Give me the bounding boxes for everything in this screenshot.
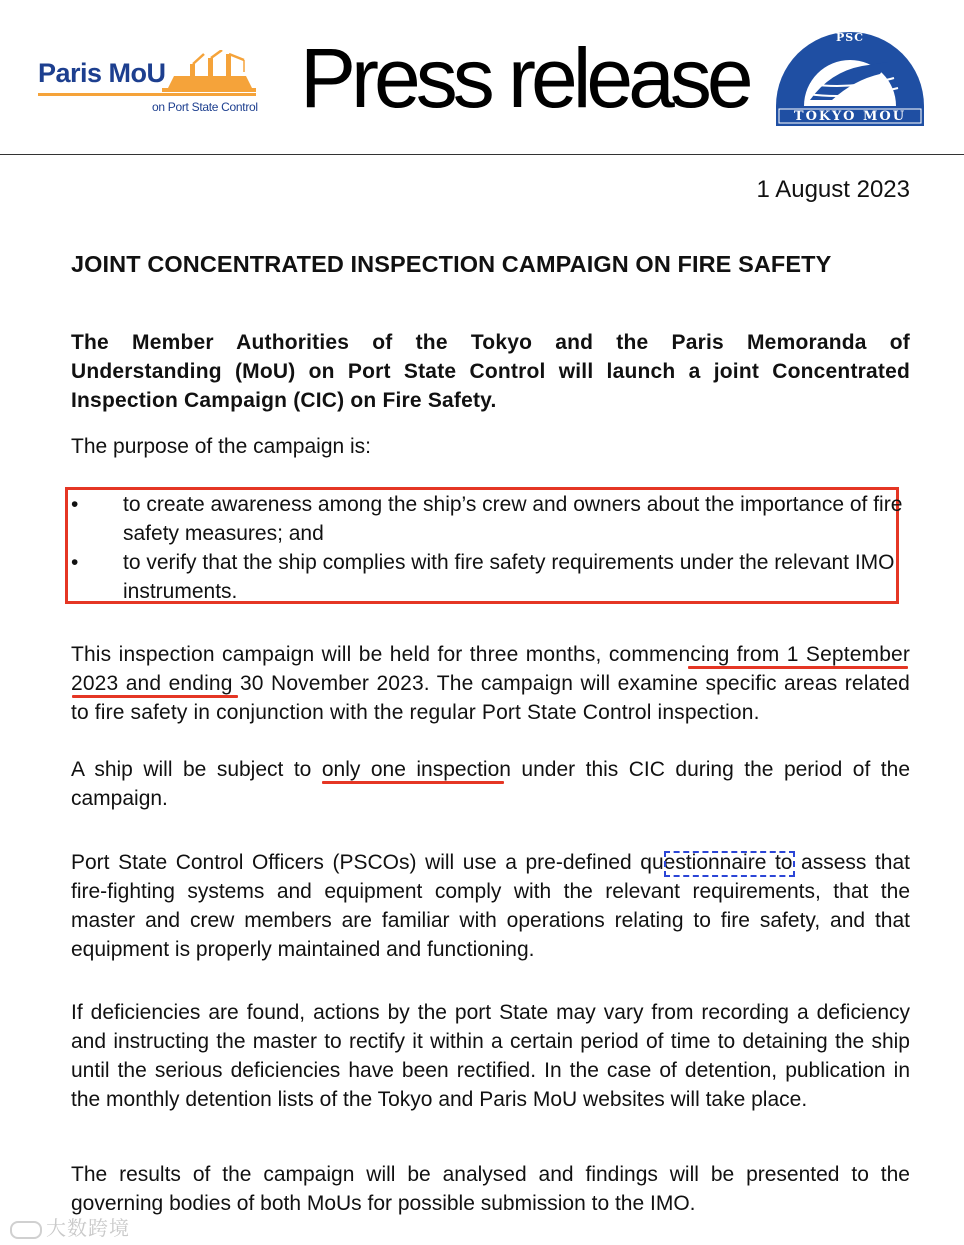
intro-line: Understanding (MoU) on Port State Control will launch a joint Concentrated [71,360,910,383]
single-inspection-paragraph: A ship will be subject to only one inspection under this CIC during the period of the campaign. [71,758,910,810]
bullet-text: to verify that the ship complies with fire safety requirements under the relevant IMO instruments. [123,551,895,603]
bullet-text: to create awareness among the ship’s crew and owners about the importance of fire safety measures; and [123,493,903,545]
intro-line: Inspection Campaign (CIC) on Fire Safety. [71,389,497,412]
watermark [10,1212,130,1241]
questionnaire-paragraph: Port State Control Officers (PSCOs) will use a pre-defined questionnaire to assess that fire-fighting systems and equipment comply with the relevant requirements, that the master and crew members are familiar with operations relating to fire safety, and that equipment is properly maintained and functioning. [71,851,910,961]
intro-paragraph [71,328,910,415]
tokyo-mou-arc-text: ASIA-PACIFIC PSC [800,18,900,44]
paris-mou-logo-subtitle: on Port State Control [152,100,258,114]
press-release-title: Press release [300,31,749,125]
paris-mou-orange-rule [38,93,256,96]
intro-line: The Member Authorities of the Tokyo and the Paris Memoranda of [71,331,910,354]
release-date: 1 August 2023 [756,176,910,203]
tokyo-mou-logo-text: TOKYO MOU [793,109,907,124]
results-paragraph: The results of the campaign will be analysed and findings will be presented to the governing bodies of both MoUs for possible submission to the IMO. [71,1163,910,1215]
dashed-highlight-box [664,851,795,877]
paris-mou-logo-text: Paris MoU [38,58,166,88]
bullet-icon: • [71,493,79,516]
tokyo-mou-logo [770,14,930,130]
purpose-label: The purpose of the campaign is: [71,435,372,458]
campaign-period-paragraph: This inspection campaign will be held for three months, commencing from 1 September 2023 and ending 30 November 2023. The campaign will examine specific areas related to fire safety in conjunction with the regular Port State Control inspection. [71,643,910,724]
paris-mou-logo [38,50,263,120]
deficiencies-paragraph: If deficiencies are found, actions by the port State may vary from recording a deficiency and instructing the master to rectify it within a certain period of time to detaining the ship until the serious deficiencies have been rectified. In the case of detention, publication in the monthly detention lists of the Tokyo and Paris MoU websites will take place. [71,1001,910,1111]
underline-annotation [688,666,908,669]
bullet-icon: • [71,551,79,574]
underline-annotation [322,781,504,784]
underline-annotation [72,695,238,698]
document-heading: JOINT CONCENTRATED INSPECTION CAMPAIGN ON FIRE SAFETY [71,251,832,277]
header-divider [0,154,964,155]
watermark-logo-icon [10,1221,42,1239]
watermark-text: 大数跨境 [46,1218,130,1240]
